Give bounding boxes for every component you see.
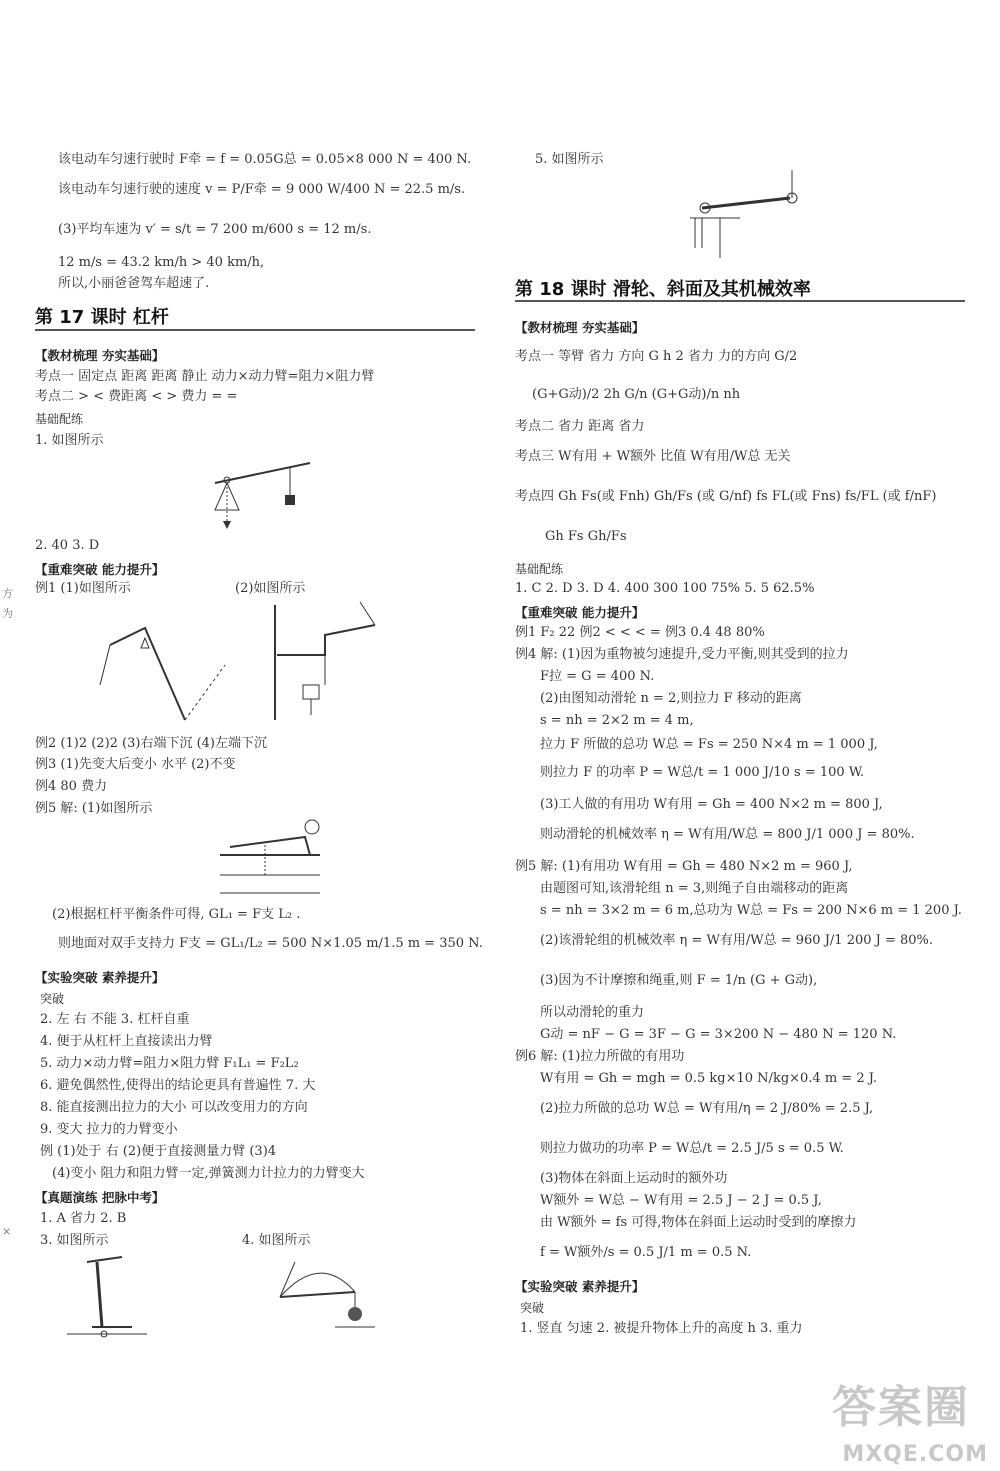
right-line-18: W有用 = Gh = mgh = 0.5 kg×10 N/kg×0.4 m = 2 J. <box>540 1071 878 1086</box>
lever-figure-1 <box>205 455 320 535</box>
right-tupo-heading: 突破 <box>520 1301 545 1315</box>
left-section-zhongnan: 【重难突破 能力提升】 <box>35 562 165 577</box>
right-line-9: 则动滑轮的机械效率 η = W有用/W总 = 800 J/1 000 J = 80%. <box>540 827 915 842</box>
right-kaodian-2: 考点二 省力 距离 省力 <box>515 419 645 434</box>
right-line-13: (2)该滑轮组的机械效率 η = W有用/W总 = 960 J/1 200 J = 80%. <box>540 933 934 948</box>
right-line-3: F拉 = G = 400 N. <box>540 669 655 684</box>
left-top-line-4: 12 m/s = 43.2 km/h > 40 km/h, <box>58 255 265 270</box>
left-section-jiaocai: 【教材梳理 夯实基础】 <box>35 348 165 363</box>
right-line-21: (3)物体在斜面上运动时的额外功 <box>540 1171 728 1186</box>
left-kaodian-2: 考点二 > < 费距离 < > 费力 = = <box>35 389 238 404</box>
right-tupo-1: 1. 竖直 匀速 2. 被提升物体上升的高度 h 3. 重力 <box>520 1321 803 1336</box>
right-line-17: 例6 解: (1)拉力所做的有用功 <box>515 1049 685 1064</box>
left-tupo-1: 2. 左 右 不能 3. 杠杆自重 <box>40 1012 190 1027</box>
right-line-15: 所以动滑轮的重力 <box>540 1005 645 1020</box>
pulley-lever-figure <box>680 168 810 263</box>
left-ex5c: 则地面对双手支持力 F支 = GL₁/L₂ = 500 N×1.05 m/1.5 m = 350 N. <box>58 936 483 951</box>
left-tupo-8: (4)变小 阻力和阻力臂一定,弹簧测力计拉力的力臂变大 <box>52 1166 365 1181</box>
right-q5: 5. 如图所示 <box>535 152 604 167</box>
right-jichu-heading: 基础配练 <box>515 562 564 576</box>
lever-figure-zt4 <box>270 1252 380 1337</box>
left-ex5: 例5 解: (1)如图所示 <box>35 801 153 816</box>
left-ex1a: 例1 (1)如图所示 <box>35 581 131 596</box>
watermark-url: MXQE.COM <box>842 1442 988 1467</box>
right-line-19: (2)拉力所做的总功 W总 = W有用/η = 2 J/80% = 2.5 J, <box>540 1101 874 1116</box>
right-section-jiaocai: 【教材梳理 夯实基础】 <box>515 320 645 335</box>
lever-figure-zt3 <box>62 1252 152 1342</box>
right-line-12: s = nh = 3×2 m = 6 m,总功为 W总 = Fs = 200 N×6 m = 1 200 J. <box>540 903 962 918</box>
left-zhenti-3: 3. 如图所示 <box>40 1233 109 1248</box>
right-line-4: (2)由图知动滑轮 n = 2,则拉力 F 移动的距离 <box>540 691 802 706</box>
left-tupo-2: 4. 便于从杠杆上直接读出力臂 <box>40 1034 213 1049</box>
right-jichu-1: 1. C 2. D 3. D 4. 400 300 100 75% 5. 5 62.5% <box>515 581 815 596</box>
lesson-18-rule <box>515 300 965 302</box>
left-top-line-2: 该电动车匀速行驶的速度 v = P/F牵 = 9 000 W/400 N = 22.5 m/s. <box>58 182 466 197</box>
lever-figure-ex1-1 <box>95 600 245 730</box>
right-line-5: s = nh = 2×2 m = 4 m, <box>540 713 694 728</box>
right-line-8: (3)工人做的有用功 W有用 = Gh = 400 N×2 m = 800 J, <box>540 797 883 812</box>
lever-figure-ex1-2 <box>265 600 385 730</box>
right-kaodian-3: 考点三 W有用 + W额外 比值 W有用/W总 无关 <box>515 449 791 464</box>
lesson-18-title: 第 18 课时 滑轮、斜面及其机械效率 <box>515 279 811 300</box>
right-kaodian-4: 考点四 Gh Fs(或 Fnh) Gh/Fs (或 G/nf) fs FL(或 Fns) fs/FL (或 f/nF) <box>515 489 937 504</box>
right-section-shiyan: 【实验突破 素养提升】 <box>515 1279 645 1294</box>
left-tupo-3: 5. 动力×动力臂=阻力×阻力臂 F₁L₁ = F₂L₂ <box>40 1056 299 1071</box>
left-tupo-heading: 突破 <box>40 992 65 1006</box>
lesson-17-rule <box>35 329 475 331</box>
left-jichu-heading: 基础配练 <box>35 412 84 426</box>
right-line-2: 例4 解: (1)因为重物被匀速提升,受力平衡,则其受到的拉力 <box>515 647 849 662</box>
left-section-zhenti: 【真题演练 把脉中考】 <box>35 1190 165 1205</box>
right-line-22: W额外 = W总 − W有用 = 2.5 J − 2 J = 0.5 J, <box>540 1193 822 1208</box>
left-jichu-2: 2. 40 3. D <box>35 538 100 553</box>
left-ex2: 例2 (1)2 (2)2 (3)右端下沉 (4)左端下沉 <box>35 736 268 751</box>
pushup-figure <box>210 815 340 910</box>
right-kaodian-1b: (G+G动)/2 2h G/n (G+G动)/n nh <box>532 387 741 402</box>
right-section-zhongnan: 【重难突破 能力提升】 <box>515 605 645 620</box>
left-ex1b: (2)如图所示 <box>235 581 306 596</box>
right-line-6: 拉力 F 所做的总功 W总 = Fs = 250 N×4 m = 1 000 J, <box>540 737 878 752</box>
watermark-logo: 答案圈 <box>832 1382 970 1433</box>
right-line-7: 则拉力 F 的功率 P = W总/t = 1 000 J/10 s = 100 W. <box>540 765 865 780</box>
left-top-line-1: 该电动车匀速行驶时 F牵 = f = 0.05G总 = 0.05×8 000 N = 400 N. <box>58 152 472 167</box>
left-top-line-3: (3)平均车速为 v′ = s/t = 7 200 m/600 s = 12 m/s. <box>58 222 372 237</box>
left-section-shiyan: 【实验突破 素养提升】 <box>35 970 165 985</box>
left-ex4: 例4 80 费力 <box>35 779 108 794</box>
lesson-17-title: 第 17 课时 杠杆 <box>35 307 169 328</box>
right-line-14: (3)因为不计摩擦和绳重,则 F = 1/n (G + G动), <box>540 973 818 988</box>
left-tupo-7: 例 (1)处于 右 (2)便于直接测量力臂 (3)4 <box>40 1144 277 1159</box>
left-ex5b: (2)根据杠杆平衡条件可得, GL₁ = F支 L₂ . <box>52 907 301 922</box>
left-kaodian-1: 考点一 固定点 距离 距离 静止 动力×动力臂=阻力×阻力臂 <box>35 369 375 384</box>
left-ex3: 例3 (1)先变大后变小 水平 (2)不变 <box>35 757 236 772</box>
left-top-line-5: 所以,小丽爸爸驾车超速了. <box>58 276 210 291</box>
right-kaodian-4b: Gh Fs Gh/Fs <box>545 529 627 544</box>
right-line-24: f = W额外/s = 0.5 J/1 m = 0.5 N. <box>540 1245 752 1260</box>
right-line-23: 由 W额外 = fs 可得,物体在斜面上运动时受到的摩擦力 <box>540 1215 857 1230</box>
right-line-16: G动 = nF − G = 3F − G = 3×200 N − 480 N = 120 N. <box>540 1027 897 1042</box>
right-line-10: 例5 解: (1)有用功 W有用 = Gh = 480 N×2 m = 960 J, <box>515 859 853 874</box>
right-line-11: 由题图可知,该滑轮组 n = 3,则绳子自由端移动的距离 <box>540 881 849 896</box>
left-zhenti-1: 1. A 省力 2. B <box>40 1211 127 1226</box>
left-jichu-1: 1. 如图所示 <box>35 433 104 448</box>
right-line-20: 则拉力做功的功率 P = W总/t = 2.5 J/5 s = 0.5 W. <box>540 1141 844 1156</box>
left-tupo-6: 9. 变大 拉力的力臂变小 <box>40 1122 178 1137</box>
left-zhenti-4: 4. 如图所示 <box>242 1233 311 1248</box>
left-tupo-5: 8. 能直接测出拉力的大小 可以改变用力的方向 <box>40 1100 308 1115</box>
left-tupo-4: 6. 避免偶然性,使得出的结论更具有普遍性 7. 大 <box>40 1078 316 1093</box>
right-line-1: 例1 F₂ 22 例2 < < < = 例3 0.4 48 80% <box>515 625 765 640</box>
right-kaodian-1: 考点一 等臂 省力 方向 G h 2 省力 力的方向 G/2 <box>515 349 798 364</box>
